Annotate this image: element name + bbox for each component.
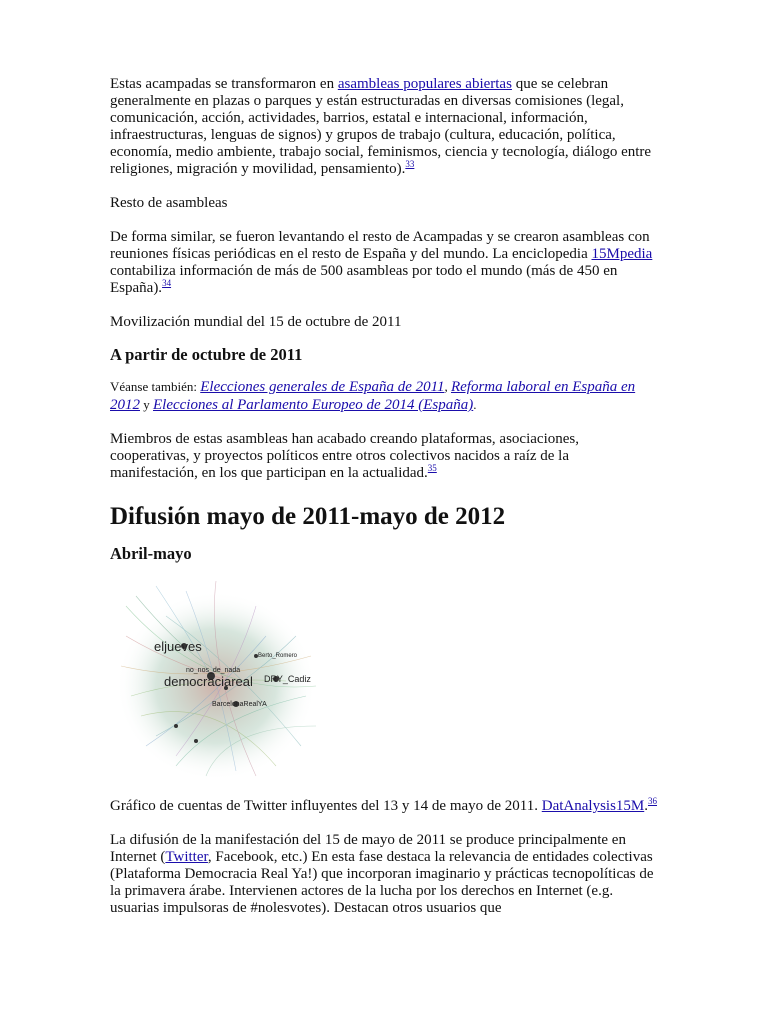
figure-caption: Gráfico de cuentas de Twitter influyentes del 13 y 14 de mayo de 2011. DatAnalysis15M.$^{36}$ [110, 796, 657, 814]
link-15mpedia[interactable]: 15Mpedia [591, 246, 653, 262]
heading-octubre-2011: A partir de octubre de 2011 [110, 345, 303, 364]
label-berto-romero: Berto_Romero [258, 653, 298, 659]
paragraph-difusion: La difusión de la manifestación del 15 de mayo de 2011 se produce principalmente en Internet (Twitter, Facebook, etc.) En esta fase destaca la relevancia de entidades colectivas (Plataforma Democracia Real Ya!) que incorporan imaginario y prácticas tecnopolíticas de la primavera árabe. Intervienen actores de la lucha por los derechos en Internet (e.g. usuarias impulsoras de #nolesvotes). Destacan otros usuarios que [110, 832, 654, 916]
subheading-resto-de-asambleas: Resto de asambleas [110, 195, 228, 211]
label-barcelonarealya: BarcelonaRealYA [212, 701, 267, 708]
reference-36[interactable]: 36 [648, 796, 657, 806]
link-datanalysis15m[interactable]: DatAnalysis15M [541, 798, 645, 814]
heading-difusion: Difusión mayo de 2011-mayo de 2012 [110, 503, 506, 530]
heading-abril-mayo: Abril-mayo [110, 544, 192, 563]
reference-33[interactable]: 33 [405, 159, 415, 169]
link-asambleas-populares[interactable]: asambleas populares abiertas [337, 76, 512, 92]
article-content [110, 76, 660, 917]
twitter-network-graph[interactable] [116, 576, 326, 786]
see-also: Véanse también: Elecciones generales de España de 2011, Reforma laboral en España en 2012 y Elecciones al Parlamento Europeo de 2014 (España). [110, 379, 636, 413]
label-democraciareal: democraciareal [164, 674, 253, 689]
reference-35[interactable]: 35 [427, 463, 437, 473]
link-elecciones-2011[interactable]: Elecciones generales de España de 2011 [200, 379, 445, 395]
link-twitter[interactable]: Twitter [165, 849, 208, 865]
link-elecciones-europeas-2014[interactable]: Elecciones al Parlamento Europeo de 2014 (España) [153, 397, 474, 413]
subheading-movilizacion: Movilización mundial del 15 de octubre de 2011 [110, 314, 402, 330]
label-no-nos: no_nos_de_nada [186, 667, 241, 674]
label-eljueves: eljueves [154, 639, 202, 654]
paragraph-resto: De forma similar, se fueron levantando el resto de Acampadas y se crearon asambleas con reuniones físicas periódicas en el resto de España y del mundo. La enciclopedia 15Mpedia contabiliza información de más de 500 asambleas por todo el mundo (más de 450 en España).$^{34}$ [110, 229, 653, 296]
paragraph-miembros: Miembros de estas asambleas han acabado creando plataformas, asociaciones, cooperativas, y proyectos políticos entre otros colectivos nacidos a raíz de la manifestación, en los que participan en la actualidad.$^{35}$ [110, 431, 579, 481]
network-graph-image [116, 576, 326, 786]
link-reforma-laboral[interactable]: Reforma laboral en España en 2012 [110, 379, 636, 413]
paragraph-asambleas: Estas acampadas se transformaron en asambleas populares abiertas que se celebran generalmente en plazas o parques y están estructuradas en diversas comisiones (legal, comunicación, acción, actividades, barrios, estatal e internacional, información, infraestructuras, lenguas de signos) y grupos de trabajo (cultura, educación, política, economía, medio ambiente, trabajo social, feminismos, ciencia y tecnología, diálogo entre religiones, migración y movilidad, pensamiento).$^{33}$ [110, 76, 652, 177]
label-dry-cadiz: DRY_Cadiz [264, 674, 311, 684]
reference-34[interactable]: 34 [162, 278, 172, 288]
